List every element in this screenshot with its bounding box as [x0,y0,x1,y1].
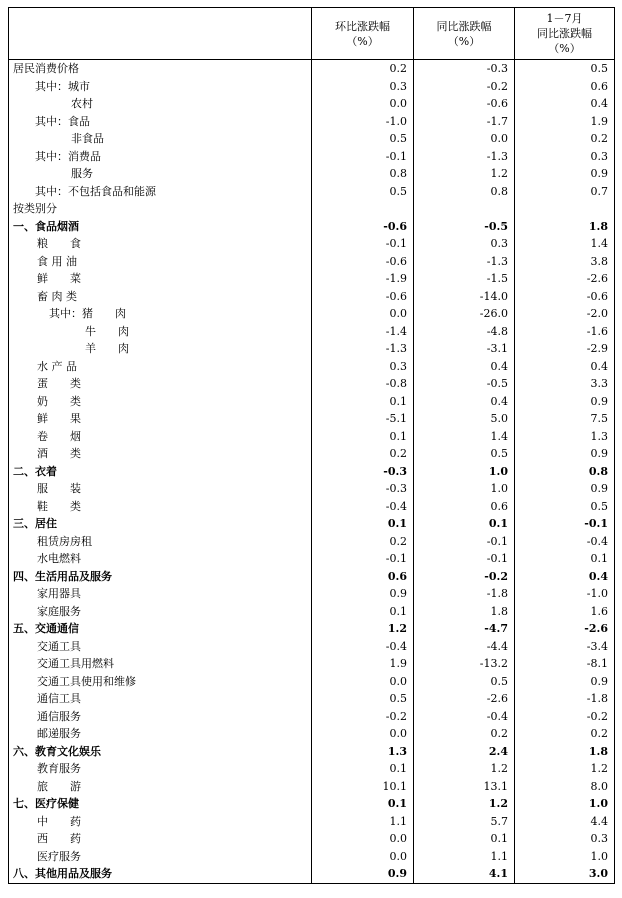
cumulative-value: 0.1 [515,550,615,568]
cumulative-value: -2.9 [515,340,615,358]
row-label: 旅 游 [9,778,312,796]
table-row [9,848,615,866]
cumulative-value [515,200,615,218]
yoy-value: -0.3 [414,60,515,78]
table-row [9,165,615,183]
table-row [9,830,615,848]
cumulative-value: -3.4 [515,638,615,656]
table-row [9,690,615,708]
yoy-value: 4.1 [414,865,515,883]
table-row [9,410,615,428]
yoy-value: 0.2 [414,725,515,743]
table-row [9,183,615,201]
table-row [9,130,615,148]
mom-value: -1.0 [312,113,414,131]
mom-value: -5.1 [312,410,414,428]
cumulative-value: 0.9 [515,393,615,411]
cumulative-value: 0.4 [515,568,615,586]
row-label: 酒 类 [9,445,312,463]
cumulative-value: 0.7 [515,183,615,201]
yoy-value: 1.2 [414,795,515,813]
header-cumulative-line1: 1－7月 [546,12,583,25]
cumulative-value: -1.6 [515,323,615,341]
yoy-value: -0.2 [414,568,515,586]
table-row [9,305,615,323]
cumulative-value: 0.9 [515,445,615,463]
table-row [9,760,615,778]
table-row [9,253,615,271]
yoy-value: -2.6 [414,690,515,708]
header-cumulative [515,8,615,60]
yoy-value: -4.7 [414,620,515,638]
header-category [9,8,312,60]
row-label: 其中：城市 [9,78,312,96]
row-label: 四、生活用品及服务 [9,568,312,586]
row-label: 交通工具使用和维修 [9,673,312,691]
yoy-value: 0.4 [414,393,515,411]
mom-value [312,200,414,218]
table-row [9,743,615,761]
table-row [9,550,615,568]
row-label: 牛 肉 [9,323,312,341]
table-row [9,865,615,883]
cumulative-value: -2.6 [515,620,615,638]
mom-value: -1.4 [312,323,414,341]
mom-value: 0.5 [312,690,414,708]
header-yoy-line2: （%） [447,34,481,48]
header-mom [312,8,414,60]
row-label: 其中：不包括食品和能源 [9,183,312,201]
mom-value: 0.5 [312,130,414,148]
yoy-value: 0.4 [414,358,515,376]
cumulative-value: 0.2 [515,725,615,743]
table-row [9,340,615,358]
header-row [9,8,615,60]
yoy-value: -0.1 [414,550,515,568]
cumulative-value: 0.6 [515,78,615,96]
row-label: 七、医疗保健 [9,795,312,813]
row-label: 其中：猪 肉 [9,305,312,323]
yoy-value: 13.1 [414,778,515,796]
row-label: 其中：食品 [9,113,312,131]
cumulative-value: -0.2 [515,708,615,726]
mom-value: -0.4 [312,498,414,516]
table-row [9,498,615,516]
header-mom-line2: （%） [346,34,379,48]
yoy-value: 5.0 [414,410,515,428]
yoy-value: 0.1 [414,830,515,848]
yoy-value: 1.4 [414,428,515,446]
mom-value: 0.1 [312,393,414,411]
yoy-value: 2.4 [414,743,515,761]
yoy-value: 1.0 [414,480,515,498]
row-label: 医疗服务 [9,848,312,866]
table-row [9,393,615,411]
cumulative-value: 1.8 [515,218,615,236]
mom-value: -0.8 [312,375,414,393]
cumulative-value: 0.5 [515,498,615,516]
cumulative-value: 1.0 [515,848,615,866]
table-row [9,270,615,288]
table-row [9,95,615,113]
mom-value: -0.4 [312,638,414,656]
table-row [9,673,615,691]
row-label: 邮递服务 [9,725,312,743]
cumulative-value: -0.6 [515,288,615,306]
cumulative-value: 3.0 [515,865,615,883]
header-cumulative-line3: （%） [548,42,581,55]
row-label: 粮 食 [9,235,312,253]
yoy-value: -3.1 [414,340,515,358]
yoy-value: -4.4 [414,638,515,656]
mom-value: 0.3 [312,358,414,376]
cumulative-value: 1.4 [515,235,615,253]
mom-value: 0.0 [312,95,414,113]
yoy-value: 0.5 [414,673,515,691]
cumulative-value: -0.1 [515,515,615,533]
table-row [9,113,615,131]
mom-value: -0.3 [312,480,414,498]
row-label: 农村 [9,95,312,113]
row-label: 其中：消费品 [9,148,312,166]
row-label: 畜 肉 类 [9,288,312,306]
table-row [9,585,615,603]
row-label: 通信工具 [9,690,312,708]
row-label: 服务 [9,165,312,183]
yoy-value: 0.1 [414,515,515,533]
row-label: 非食品 [9,130,312,148]
mom-value: 0.1 [312,603,414,621]
mom-value: 1.9 [312,655,414,673]
cumulative-value: 1.3 [515,428,615,446]
row-label: 交通工具 [9,638,312,656]
mom-value: -1.3 [312,340,414,358]
mom-value: 0.1 [312,515,414,533]
mom-value: -0.6 [312,288,414,306]
mom-value: 0.5 [312,183,414,201]
row-label: 奶 类 [9,393,312,411]
mom-value: -0.1 [312,550,414,568]
table-row [9,655,615,673]
yoy-value: -0.4 [414,708,515,726]
yoy-value: 5.7 [414,813,515,831]
cumulative-value: -1.0 [515,585,615,603]
table-row [9,218,615,236]
mom-value: 0.9 [312,585,414,603]
cumulative-value: 3.3 [515,375,615,393]
mom-value: 0.1 [312,760,414,778]
mom-value: -1.9 [312,270,414,288]
cpi-table-container [8,7,614,884]
yoy-value: 0.3 [414,235,515,253]
row-label: 中 药 [9,813,312,831]
cumulative-value: 1.2 [515,760,615,778]
yoy-value: -0.1 [414,533,515,551]
table-row [9,778,615,796]
table-row [9,235,615,253]
mom-value: -0.6 [312,253,414,271]
yoy-value: 1.0 [414,463,515,481]
yoy-value: 0.0 [414,130,515,148]
yoy-value [414,200,515,218]
cumulative-value: 1.9 [515,113,615,131]
table-row [9,480,615,498]
yoy-value: -26.0 [414,305,515,323]
yoy-value: 1.2 [414,165,515,183]
row-label: 五、交通通信 [9,620,312,638]
yoy-value: -0.5 [414,375,515,393]
yoy-value: 0.6 [414,498,515,516]
table-row [9,568,615,586]
table-row [9,620,615,638]
mom-value: -0.1 [312,235,414,253]
cumulative-value: 7.5 [515,410,615,428]
mom-value: 0.8 [312,165,414,183]
row-label: 家用器具 [9,585,312,603]
mom-value: 10.1 [312,778,414,796]
row-label: 水 产 品 [9,358,312,376]
cumulative-value: 8.0 [515,778,615,796]
mom-value: 0.0 [312,830,414,848]
mom-value: -0.6 [312,218,414,236]
table-row [9,200,615,218]
cumulative-value: -8.1 [515,655,615,673]
yoy-value: -13.2 [414,655,515,673]
table-body [9,60,615,884]
row-label: 鲜 果 [9,410,312,428]
table-row [9,78,615,96]
row-label: 鞋 类 [9,498,312,516]
cumulative-value: 3.8 [515,253,615,271]
yoy-value: -0.6 [414,95,515,113]
cumulative-value: 0.9 [515,480,615,498]
mom-value: 0.2 [312,533,414,551]
row-label: 鲜 菜 [9,270,312,288]
mom-value: 1.3 [312,743,414,761]
row-label: 一、食品烟酒 [9,218,312,236]
row-label: 蛋 类 [9,375,312,393]
yoy-value: -0.2 [414,78,515,96]
row-label: 水电燃料 [9,550,312,568]
table-row [9,708,615,726]
cumulative-value: 0.4 [515,358,615,376]
yoy-value: 1.8 [414,603,515,621]
mom-value: 0.3 [312,78,414,96]
cumulative-value: 1.0 [515,795,615,813]
row-label: 八、其他用品及服务 [9,865,312,883]
mom-value: 0.2 [312,60,414,78]
table-row [9,445,615,463]
cumulative-value: 0.3 [515,830,615,848]
cumulative-value: 0.9 [515,673,615,691]
cumulative-value: 0.8 [515,463,615,481]
cumulative-value: -1.8 [515,690,615,708]
cumulative-value: 0.2 [515,130,615,148]
table-row [9,60,615,78]
cumulative-value: 1.6 [515,603,615,621]
row-label: 食 用 油 [9,253,312,271]
mom-value: 0.1 [312,795,414,813]
table-row [9,463,615,481]
table-row [9,638,615,656]
header-mom-line1: 环比涨跌幅 [335,19,390,33]
table-row [9,288,615,306]
row-label: 通信服务 [9,708,312,726]
mom-value: -0.3 [312,463,414,481]
cumulative-value: 0.9 [515,165,615,183]
yoy-value: 0.8 [414,183,515,201]
table-row [9,603,615,621]
row-label: 二、衣着 [9,463,312,481]
table-row [9,813,615,831]
table-row [9,375,615,393]
yoy-value: 1.1 [414,848,515,866]
row-label: 居民消费价格 [9,60,312,78]
row-label: 服 装 [9,480,312,498]
mom-value: 0.0 [312,673,414,691]
cumulative-value: 1.8 [515,743,615,761]
table-row [9,323,615,341]
table-row [9,533,615,551]
cumulative-value: 0.3 [515,148,615,166]
row-label: 家庭服务 [9,603,312,621]
cumulative-value: -0.4 [515,533,615,551]
table-row [9,515,615,533]
row-label: 羊 肉 [9,340,312,358]
yoy-value: -0.5 [414,218,515,236]
cumulative-value: 0.4 [515,95,615,113]
mom-value: 0.9 [312,865,414,883]
row-label: 租赁房房租 [9,533,312,551]
mom-value: 1.2 [312,620,414,638]
yoy-value: -1.7 [414,113,515,131]
table-row [9,428,615,446]
cumulative-value: -2.0 [515,305,615,323]
row-label: 六、教育文化娱乐 [9,743,312,761]
cumulative-value: 4.4 [515,813,615,831]
row-label: 西 药 [9,830,312,848]
yoy-value: -1.8 [414,585,515,603]
table-row [9,148,615,166]
yoy-value: 1.2 [414,760,515,778]
header-yoy-line1: 同比涨跌幅 [436,19,492,33]
yoy-value: -1.3 [414,148,515,166]
mom-value: 1.1 [312,813,414,831]
row-label: 三、居住 [9,515,312,533]
row-label: 卷 烟 [9,428,312,446]
row-label: 交通工具用燃料 [9,655,312,673]
mom-value: -0.2 [312,708,414,726]
header-yoy [414,8,515,60]
mom-value: 0.0 [312,725,414,743]
mom-value: 0.6 [312,568,414,586]
yoy-value: -4.8 [414,323,515,341]
mom-value: 0.0 [312,848,414,866]
cumulative-value: 0.5 [515,60,615,78]
yoy-value: -14.0 [414,288,515,306]
table-row [9,725,615,743]
table-header [9,8,615,60]
yoy-value: 0.5 [414,445,515,463]
mom-value: -0.1 [312,148,414,166]
yoy-value: -1.5 [414,270,515,288]
table-row [9,795,615,813]
row-label: 按类别分 [9,200,312,218]
cpi-table [8,7,615,884]
mom-value: 0.1 [312,428,414,446]
header-cumulative-line2: 同比涨跌幅 [537,27,592,40]
table-row [9,358,615,376]
mom-value: 0.2 [312,445,414,463]
mom-value: 0.0 [312,305,414,323]
yoy-value: -1.3 [414,253,515,271]
cumulative-value: -2.6 [515,270,615,288]
row-label: 教育服务 [9,760,312,778]
